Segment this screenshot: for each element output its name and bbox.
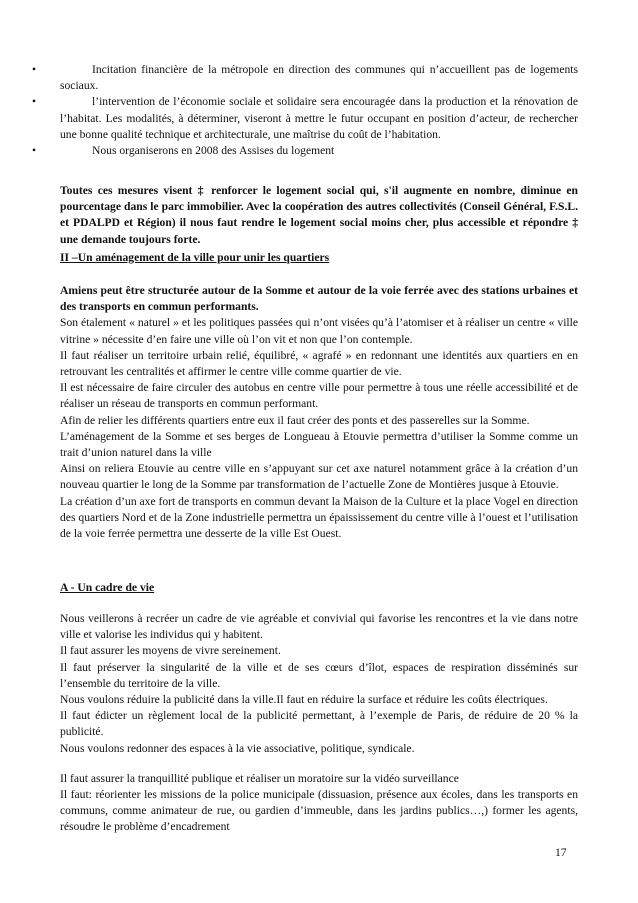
summary-paragraph: Toutes ces mesures visent ‡ renforcer le logement social qui, s'il augmente en nombre, diminue en pourcentage dans le parc immobilier. Avec la coopération des autres collectivités (Conseil Général, F.S.L. et PDALPD et Région) il nous faut rendre le logement social moins cher, plus accessible et répondre ‡ une demande toujours forte. [60, 184, 578, 246]
paragraph: Nous voulons redonner des espaces à la vie associative, politique, syndicale. [60, 741, 415, 755]
paragraph: Nous veillerons à recréer un cadre de vie agréable et convivial qui favorise les rencontres et la vie dans notre ville et valorise les individus qui y habitent. [60, 612, 578, 642]
paragraph: Ainsi on reliera Etouvie au centre ville en s’appuyant sur cet axe naturel notamment grâce à la création d’un nouveau quartier le long de la Somme par transformation de l’actuelle Zone de Montières jusque à Etouvie. [60, 462, 578, 492]
bullet-item: • Incitation financière de la métropole en direction des communes qui n’accueillent pas de logements sociaux. [32, 63, 578, 93]
bullet-icon: • [32, 63, 37, 76]
bullet-item: • l’intervention de l’économie sociale et solidaire sera encouragée dans la production et la rénovation de l’habitat. Les modalités, à déterminer, viseront à mettre le futur occupant en position d’acteur, de rechercher une bonne qualité technique et architecturale, une maîtrise du coût de l’habitation. [32, 95, 578, 141]
paragraph: Son étalement « naturel » et les politiques passées qui n’ont visées qu’à l’atomiser et à réaliser un centre « ville vitrine » nécessite d’en faire une ville où l’on vit et non que l’on contemple. [60, 316, 578, 346]
paragraph: L’aménagement de la Somme et ses berges de Longueau à Etouvie permettra d’utiliser la Somme comme un trait d’union naturel dans la ville [60, 429, 578, 460]
section-2-heading: II –Un aménagement de la ville pour unir les quartiers [60, 251, 330, 264]
paragraph: Il faut assurer la tranquillité publique et réaliser un moratoire sur la vidéo surveillance [60, 771, 459, 785]
bullet-list [32, 62, 578, 159]
section-2-intro: Amiens peut être structurée autour de la Somme et autour de la voie ferrée avec des stations urbaines et des transports en commun performants. [60, 284, 578, 314]
paragraph: Il faut préserver la singularité de la ville et de ses cœurs d’îlot, espaces de respiration disséminés sur l’ensemble du territoire de la ville. [60, 660, 578, 690]
section-a-heading: A - Un cadre de vie [60, 581, 155, 594]
paragraph: Il est nécessaire de faire circuler des autobus en centre ville pour permettre à tous une réelle accessibilité et de réaliser un réseau de transports en commun performant. [60, 381, 578, 411]
paragraph: Nous voulons réduire la publicité dans la ville.Il faut en réduire la surface et réduire les coûts électriques. [60, 693, 548, 707]
paragraph: Il faut: réorienter les missions de la police municipale (dissuasion, présence aux écoles, dans les transports en communs, comme animateur de rue, ou gardien d’immeuble, dans les jardins publics…,) former les agents, résoudre le problème d’encadrement [60, 788, 578, 834]
page-number: 17 [555, 846, 567, 859]
section-a-body [60, 611, 578, 836]
paragraph: Il faut réaliser un territoire urbain relié, équilibré, « agrafé » en redonnant une identités aux quartiers en en retrouvant les centralités et affirmer le centre ville comme quartier de vie. [60, 348, 578, 379]
bullet-icon: • [32, 95, 37, 109]
bullet-item: • Nous organiserons en 2008 des Assises du logement [32, 143, 578, 159]
section-2-body [60, 283, 578, 542]
bullet-icon: • [32, 144, 37, 158]
paragraph: Afin de relier les différents quartiers entre eux il faut créer des ponts et des passerelles sur la Somme. [60, 413, 530, 427]
paragraph: La création d’un axe fort de transports en commun devant la Maison de la Culture et la place Vogel en direction des quartiers Nord et de la Zone industrielle permettra un épaississement du centre ville à l’ouest et l’utilisation de la voie ferrée permettra une desserte de la ville Est Ouest. [60, 494, 578, 541]
paragraph: Il faut édicter un règlement local de la publicité permettant, à l’exemple de Paris, de réduire de 20 % la publicité. [60, 709, 578, 739]
paragraph: Il faut assurer les moyens de vivre sereinement. [60, 644, 281, 658]
